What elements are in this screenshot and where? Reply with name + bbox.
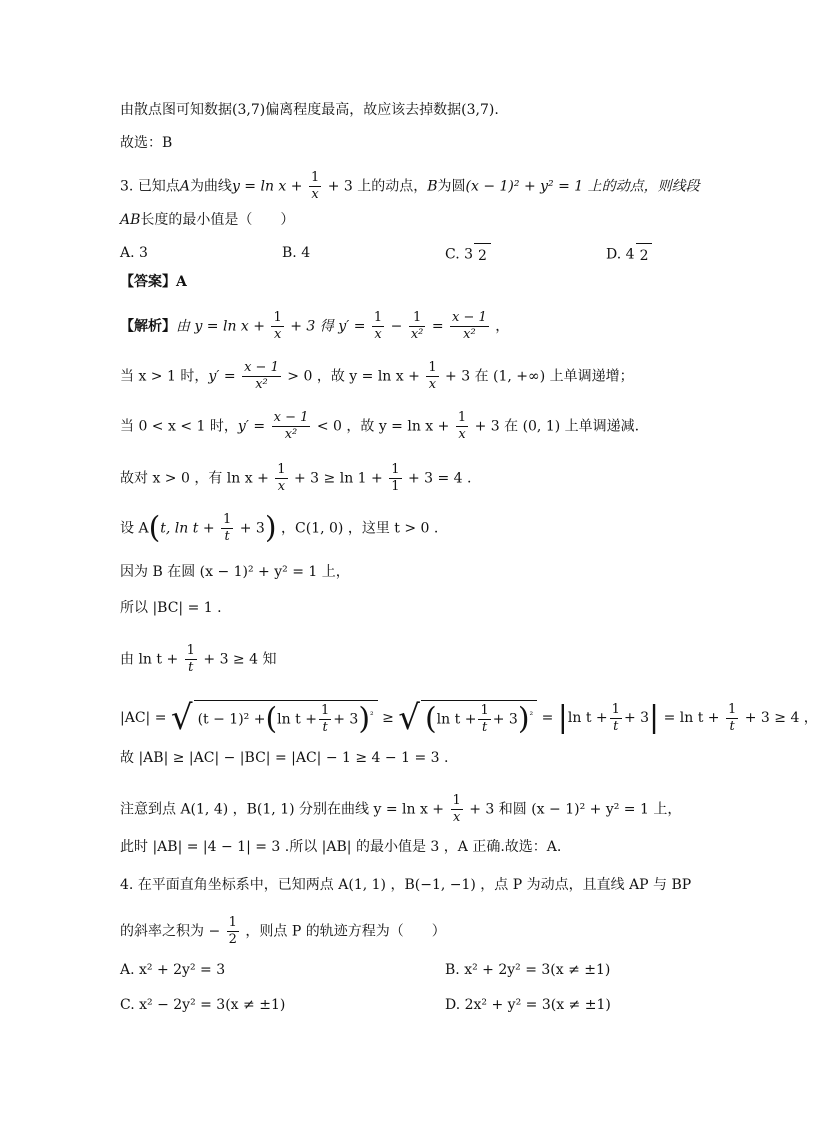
sqrt-symbol: (t − 1)² +(ln t + $\frac{1}{t}$ + 3)$^{^2}$: [194, 700, 378, 736]
analysis-line-2: 当 x > 1 时，y′ = $\frac{x - 1}{\text{x²}}$ > 0 ，故 y = ln x + $\frac{1}{x}$ + 3 在 (1, +∞) 上单调递增；: [120, 360, 634, 392]
sqrt-symbol: 2: [636, 243, 653, 266]
q3-option-c: C. 3 2: [445, 243, 491, 266]
question-4-stem: 4. 在平面直角坐标系中，已知两点 A(1, 1) ，B(−1, −1) ，点 P 为动点，且直线 AP 与 BP: [120, 877, 692, 893]
analysis-line-11: 注意到点 A(1, 4) ，B(1, 1) 分别在曲线 y = ln x + $\frac{1}{x}$ + 3 和圆 (x − 1)² + y² = 1 上，: [120, 793, 682, 825]
answer-label: 【答案】A: [120, 274, 187, 290]
analysis-line-7: 所以 |BC| = 1 .: [120, 600, 222, 616]
sqrt-symbol: 2: [474, 243, 491, 266]
fraction: $\frac{1}{x}$: [373, 310, 383, 342]
q3-option-d: D. 4 2: [606, 243, 652, 266]
fraction: $\frac{1}{2}$: [228, 915, 237, 947]
solution-line-previous: 由散点图可知数据(3,7)偏离程度最高，故应该去掉数据(3,7).: [120, 102, 499, 118]
fraction: $\frac{x - 1}{\text{x²}}$: [244, 360, 279, 392]
question-4-stem-cont: 的斜率之积为 − $\frac{1}{2}$ ，则点 P 的轨迹方程为（ ）: [120, 915, 446, 947]
analysis-line-4: 故对 x > 0 ，有 ln x + $\frac{1}{x}$ + 3 ≥ ln 1 + $\frac{1}{1}$ + 3 = 4 .: [120, 462, 472, 494]
q4-option-a: A. x² + 2y² = 3: [120, 962, 226, 978]
q3-option-b: B. 4: [282, 245, 311, 261]
fraction: $\frac{1}{x}$: [428, 360, 437, 392]
fraction: $\frac{1}{x}$: [457, 410, 467, 442]
question-3-stem-cont: AB长度的最小值是（ ）: [120, 212, 295, 228]
fraction: $\frac{x - 1}{\text{x²}}$: [273, 410, 309, 442]
fraction: $\frac{1}{x}$: [452, 793, 461, 825]
fraction: $\frac{1}{1}$: [391, 462, 400, 494]
fraction: $\frac{1}{t}$: [727, 701, 737, 734]
fraction: $\frac{1}{t}$: [223, 512, 232, 544]
fraction: $\frac{1}{\text{x²}}$: [410, 310, 424, 342]
analysis-line-12: 此时 |AB| = |4 − 1| = 3 .所以 |AB| 的最小值是 3 ，A 正确.故选：A.: [120, 839, 562, 855]
analysis-line-6: 因为 B 在圆 (x − 1)² + y² = 1 上，: [120, 564, 350, 580]
fraction: $\frac{1}{x}$: [277, 462, 286, 494]
analysis-line-9: |AC| = √ (t − 1)² +(ln t + $\frac{1}{t}$ + 3)$^{^2}$ ≥ √ (ln t + $\frac{1}{t}$ + 3)$^{^2}$ = |ln t + $\frac{1}{t}$ + 3| = ln t + $\frac{1}{t}$ + 3 ≥ 4 ，: [120, 698, 818, 738]
q4-option-d: D. 2x² + y² = 3(x ≠ ±1): [445, 997, 611, 1013]
analysis-line-1: 【解析】由 y = ln x + $\frac{1}{x}$ + 3 得 y′ = $\frac{1}{x}$ − $\frac{1}{\text{x²}}$ = $\frac{x - 1}{\text{x²}}$ ，: [120, 310, 510, 342]
q4-option-c: C. x² − 2y² = 3(x ≠ ±1): [120, 997, 286, 1013]
fraction: $\frac{1}{t}$: [320, 703, 330, 735]
analysis-line-10: 故 |AB| ≥ |AC| − |BC| = |AC| − 1 ≥ 4 − 1 = 3 .: [120, 750, 449, 766]
q4-option-b: B. x² + 2y² = 3(x ≠ ±1): [445, 962, 611, 978]
analysis-line-8: 由 ln t + $\frac{1}{t}$ + 3 ≥ 4 知: [120, 643, 277, 675]
q3-option-a: A. 3: [120, 245, 148, 261]
analysis-line-5: 设 A(t, ln t + $\frac{1}{t}$ + 3) ，C(1, 0) ，这里 t > 0 .: [120, 510, 439, 546]
fraction: $\frac{1}{t}$: [480, 703, 489, 735]
fraction: $\frac{1}{t}$: [186, 643, 195, 675]
fraction: $\frac{x - 1}{\text{x²}}$: [452, 310, 487, 342]
fraction: $\frac{1}{t}$: [611, 701, 620, 734]
previous-answer-line: 故选：B: [120, 135, 173, 151]
fraction: $\frac{1}{x}$: [273, 310, 282, 342]
fraction: $\frac{1}{x}$: [310, 170, 320, 202]
analysis-line-3: 当 0 < x < 1 时，y′ = $\frac{x - 1}{\text{x²}}$ < 0 ，故 y = ln x + $\frac{1}{x}$ + 3 在 (0, 1) 上单调递减.: [120, 410, 640, 442]
sqrt-symbol: (ln t + $\frac{1}{t}$ + 3)$^{^2}$: [421, 700, 537, 736]
question-3-stem: 3. 已知点A为曲线y = ln x + $\frac{1}{x}$ + 3 上的动点，B为圆(x − 1)² + y² = 1 上的动点，则线段: [120, 170, 700, 202]
